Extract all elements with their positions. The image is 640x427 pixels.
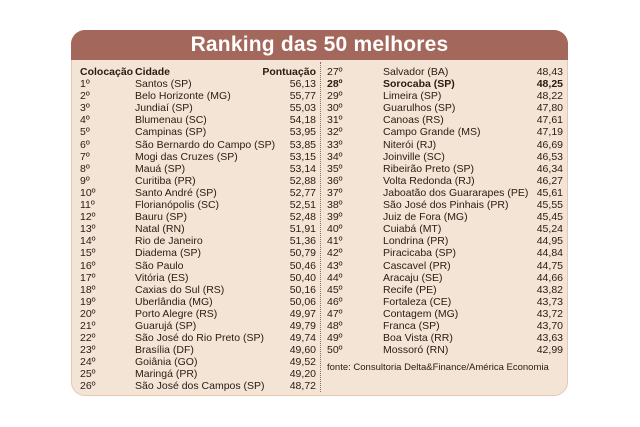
row-score: 51,36 xyxy=(289,235,316,248)
table-row xyxy=(80,139,316,151)
row-position: 36º xyxy=(327,174,343,187)
row-score: 49,97 xyxy=(289,307,316,320)
row-position: 48º xyxy=(327,319,343,332)
table-row xyxy=(80,260,316,272)
row-score: 45,45 xyxy=(536,211,563,224)
table-row xyxy=(327,163,563,175)
row-city: Campinas (SP) xyxy=(135,126,207,139)
row-score: 49,52 xyxy=(289,356,316,369)
row-position: 19º xyxy=(80,295,96,308)
row-position: 37º xyxy=(327,186,343,199)
ranking-column-right xyxy=(327,66,563,373)
row-city: Caxias do Sul (RS) xyxy=(135,283,225,296)
row-position: 24º xyxy=(80,356,96,369)
table-row xyxy=(327,320,563,332)
row-city: Jundiaí (SP) xyxy=(135,102,193,115)
table-row xyxy=(327,78,563,90)
table-row xyxy=(327,235,563,247)
row-position: 7º xyxy=(80,150,90,163)
row-position: 21º xyxy=(80,319,96,332)
table-row xyxy=(327,175,563,187)
table-row xyxy=(80,380,316,392)
row-score: 44,75 xyxy=(536,259,563,272)
table-row xyxy=(80,126,316,138)
row-city: Salvador (BA) xyxy=(383,66,449,78)
row-score: 52,51 xyxy=(289,199,316,212)
header-city: Cidade xyxy=(135,66,171,78)
table-row xyxy=(80,199,316,211)
row-city: Cascavel (PR) xyxy=(383,259,451,272)
row-position: 5º xyxy=(80,126,90,139)
row-position: 41º xyxy=(327,235,343,248)
row-city: Canoas (RS) xyxy=(383,114,444,127)
row-score: 53,95 xyxy=(289,126,316,139)
row-city: Guarujá (SP) xyxy=(135,319,197,332)
row-position: 42º xyxy=(327,247,343,260)
row-score: 46,34 xyxy=(536,162,563,175)
ranking-title: Ranking das 50 melhores xyxy=(71,30,568,60)
row-position: 14º xyxy=(80,235,96,248)
row-city: Uberlândia (MG) xyxy=(135,295,213,308)
row-score: 42,99 xyxy=(536,344,563,357)
row-score: 48,22 xyxy=(536,90,563,103)
table-row xyxy=(327,308,563,320)
row-city: Vitória (ES) xyxy=(135,271,189,284)
row-city: São Bernardo do Campo (SP) xyxy=(135,138,276,151)
row-city: Rio de Janeiro xyxy=(135,235,203,248)
table-row xyxy=(327,284,563,296)
row-score: 55,77 xyxy=(289,90,316,103)
row-city: Porto Alegre (RS) xyxy=(135,307,218,320)
row-position: 2º xyxy=(80,90,90,103)
row-position: 6º xyxy=(80,138,90,151)
table-row xyxy=(327,272,563,284)
row-city: Niterói (RJ) xyxy=(383,138,437,151)
row-city: Santos (SP) xyxy=(135,78,192,91)
row-score: 49,60 xyxy=(289,344,316,357)
table-row xyxy=(80,320,316,332)
row-score: 49,20 xyxy=(289,368,316,381)
header-score: Pontuação xyxy=(262,66,316,78)
row-score: 46,53 xyxy=(536,150,563,163)
row-position: 26º xyxy=(80,380,96,393)
row-position: 50º xyxy=(327,344,343,357)
row-score: 55,03 xyxy=(289,102,316,115)
row-city: Mauá (SP) xyxy=(135,162,186,175)
row-position: 38º xyxy=(327,199,343,212)
row-position: 47º xyxy=(327,307,343,320)
row-city: Ribeirão Preto (SP) xyxy=(383,162,475,175)
row-city: Joinville (SC) xyxy=(383,150,445,163)
table-row xyxy=(327,260,563,272)
row-position: 43º xyxy=(327,259,343,272)
row-score: 50,06 xyxy=(289,295,316,308)
row-position: 31º xyxy=(327,114,343,127)
table-row xyxy=(80,223,316,235)
row-score: 50,46 xyxy=(289,259,316,272)
row-city: Diadema (SP) xyxy=(135,247,201,260)
table-row xyxy=(327,187,563,199)
row-position: 35º xyxy=(327,162,343,175)
row-position: 1º xyxy=(80,78,90,91)
row-city: Sorocaba (SP) xyxy=(383,78,455,91)
table-header xyxy=(80,66,316,78)
table-row xyxy=(327,114,563,126)
row-position: 32º xyxy=(327,126,343,139)
table-row xyxy=(80,102,316,114)
row-score: 43,63 xyxy=(536,332,563,345)
row-city: São Paulo xyxy=(135,259,184,272)
table-row xyxy=(80,368,316,380)
row-score: 47,80 xyxy=(536,102,563,115)
table-row xyxy=(327,296,563,308)
row-score: 52,48 xyxy=(289,211,316,224)
row-city: Maringá (PR) xyxy=(135,368,198,381)
row-city: Fortaleza (CE) xyxy=(383,295,452,308)
row-position: 16º xyxy=(80,259,96,272)
row-city: Cuiabá (MT) xyxy=(383,223,442,236)
row-city: Boa Vista (RR) xyxy=(383,332,453,345)
row-city: Volta Redonda (RJ) xyxy=(383,174,475,187)
row-position: 11º xyxy=(80,199,95,212)
row-city: Londrina (PR) xyxy=(383,235,449,248)
table-row xyxy=(80,163,316,175)
source-note: fonte: Consultoria Delta&Finance/América Economia xyxy=(327,362,549,374)
row-position: 46º xyxy=(327,295,343,308)
row-city: Mogi das Cruzes (SP) xyxy=(135,150,238,163)
row-position: 13º xyxy=(80,223,96,236)
column-divider xyxy=(320,62,321,392)
row-city: Bauru (SP) xyxy=(135,211,187,224)
row-score: 45,61 xyxy=(536,186,563,199)
row-position: 29º xyxy=(327,90,343,103)
table-row xyxy=(327,90,563,102)
table-row xyxy=(80,344,316,356)
row-position: 33º xyxy=(327,138,343,151)
row-score: 53,14 xyxy=(289,162,316,175)
row-position: 28º xyxy=(327,78,343,91)
row-city: Mossoró (RN) xyxy=(383,344,449,357)
row-position: 23º xyxy=(80,344,96,357)
row-score: 46,27 xyxy=(536,174,563,187)
row-position: 45º xyxy=(327,283,343,296)
row-city: Natal (RN) xyxy=(135,223,185,236)
row-city: Franca (SP) xyxy=(383,319,440,332)
table-row xyxy=(80,272,316,284)
row-position: 39º xyxy=(327,211,343,224)
ranking-list-right xyxy=(327,66,563,356)
row-city: Aracaju (SE) xyxy=(383,271,443,284)
row-city: São José dos Campos (SP) xyxy=(135,380,265,393)
row-city: Jaboatão dos Guararapes (PE) xyxy=(383,186,529,199)
row-score: 52,77 xyxy=(289,186,316,199)
row-score: 48,25 xyxy=(536,78,563,91)
table-row xyxy=(80,284,316,296)
row-score: 53,85 xyxy=(289,138,316,151)
row-score: 52,88 xyxy=(289,174,316,187)
table-row xyxy=(80,247,316,259)
table-row xyxy=(80,308,316,320)
table-row xyxy=(80,114,316,126)
table-row xyxy=(327,102,563,114)
row-position: 8º xyxy=(80,162,90,175)
row-city: Florianópolis (SC) xyxy=(135,199,220,212)
row-score: 48,43 xyxy=(536,66,563,78)
row-city: Recife (PE) xyxy=(383,283,437,296)
row-score: 47,61 xyxy=(536,114,563,127)
table-row xyxy=(80,211,316,223)
row-score: 54,18 xyxy=(289,114,316,127)
row-score: 43,73 xyxy=(536,295,563,308)
row-position: 3º xyxy=(80,102,90,115)
row-score: 44,84 xyxy=(536,247,563,260)
table-row xyxy=(80,78,316,90)
row-score: 43,82 xyxy=(536,283,563,296)
table-row xyxy=(327,223,563,235)
row-score: 50,40 xyxy=(289,271,316,284)
row-position: 9º xyxy=(80,174,90,187)
row-city: Curitiba (PR) xyxy=(135,174,196,187)
row-score: 49,79 xyxy=(289,319,316,332)
row-city: Contagem (MG) xyxy=(383,307,459,320)
ranking-column-left xyxy=(80,66,316,393)
row-score: 44,66 xyxy=(536,271,563,284)
row-score: 43,72 xyxy=(536,307,563,320)
table-row xyxy=(327,66,563,78)
table-row xyxy=(327,151,563,163)
row-position: 49º xyxy=(327,332,343,345)
row-position: 30º xyxy=(327,102,343,115)
row-score: 53,15 xyxy=(289,150,316,163)
row-position: 27º xyxy=(327,66,343,78)
row-score: 46,69 xyxy=(536,138,563,151)
row-position: 12º xyxy=(80,211,96,224)
row-score: 51,91 xyxy=(289,223,316,236)
row-position: 22º xyxy=(80,332,96,345)
table-row xyxy=(327,332,563,344)
table-row xyxy=(327,247,563,259)
row-score: 50,16 xyxy=(289,283,316,296)
row-position: 10º xyxy=(80,186,96,199)
row-score: 56,13 xyxy=(289,78,316,91)
ranking-list-left xyxy=(80,78,316,392)
row-position: 20º xyxy=(80,307,96,320)
table-row xyxy=(80,175,316,187)
row-score: 44,95 xyxy=(536,235,563,248)
row-score: 50,79 xyxy=(289,247,316,260)
row-city: Campo Grande (MS) xyxy=(383,126,481,139)
row-score: 49,74 xyxy=(289,332,316,345)
table-row xyxy=(327,211,563,223)
row-position: 17º xyxy=(80,271,96,284)
table-row xyxy=(80,356,316,368)
row-position: 44º xyxy=(327,271,343,284)
table-row xyxy=(80,296,316,308)
row-score: 48,72 xyxy=(289,380,316,393)
row-city: Brasília (DF) xyxy=(135,344,194,357)
row-position: 40º xyxy=(327,223,343,236)
row-score: 43,70 xyxy=(536,319,563,332)
row-city: Limeira (SP) xyxy=(383,90,442,103)
row-city: Blumenau (SC) xyxy=(135,114,207,127)
table-row xyxy=(80,151,316,163)
row-city: Guarulhos (SP) xyxy=(383,102,456,115)
row-city: Piracicaba (SP) xyxy=(383,247,456,260)
table-row xyxy=(327,199,563,211)
row-position: 18º xyxy=(80,283,96,296)
table-row xyxy=(327,139,563,151)
table-row xyxy=(80,187,316,199)
row-city: Juiz de Fora (MG) xyxy=(383,211,468,224)
table-row xyxy=(327,344,563,356)
row-position: 34º xyxy=(327,150,343,163)
row-position: 4º xyxy=(80,114,90,127)
row-city: São José do Rio Preto (SP) xyxy=(135,332,264,345)
table-row xyxy=(80,235,316,247)
row-position: 15º xyxy=(80,247,96,260)
row-city: Belo Horizonte (MG) xyxy=(135,90,231,103)
row-score: 45,24 xyxy=(536,223,563,236)
header-position: Colocação xyxy=(80,66,134,78)
table-row xyxy=(80,90,316,102)
row-city: Santo André (SP) xyxy=(135,186,217,199)
row-position: 25º xyxy=(80,368,96,381)
row-city: São José dos Pinhais (PR) xyxy=(383,199,509,212)
row-score: 47,19 xyxy=(536,126,563,139)
row-city: Goiânia (GO) xyxy=(135,356,198,369)
table-row xyxy=(327,126,563,138)
table-row xyxy=(80,332,316,344)
row-score: 45,55 xyxy=(536,199,563,212)
